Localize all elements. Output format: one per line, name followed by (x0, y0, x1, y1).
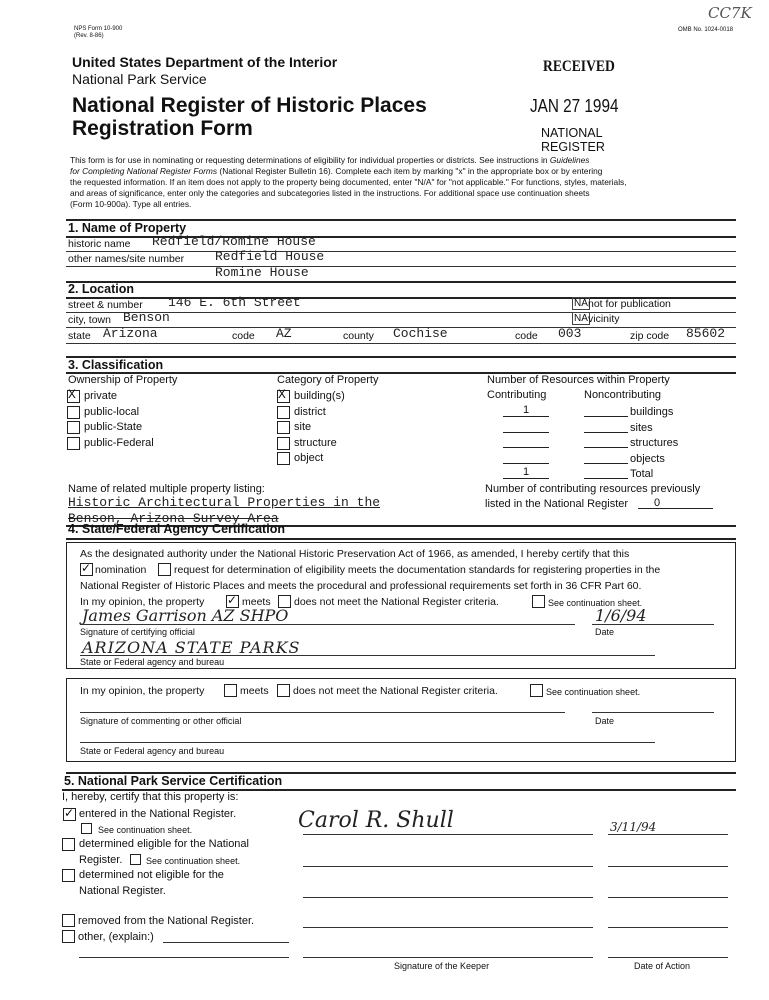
certification-statement-cont: National Register of Historic Places and meets the procedural and professional requirements set forth in 36 CFR Part 60. (80, 580, 642, 592)
state-code-field[interactable]: AZ (276, 326, 292, 341)
corner-handwritten-note: CC7K (708, 4, 752, 22)
comment-meets-label: meets (240, 685, 269, 697)
signature-line (80, 624, 575, 625)
continuation-sheet-label: See continuation sheet. (548, 598, 643, 608)
continuation-sheet-checkbox[interactable] (532, 595, 545, 608)
comment-continuation-label: See continuation sheet. (546, 687, 641, 697)
previously-listed-label-1: Number of contributing resources previously (485, 483, 701, 495)
instructions-paragraph (70, 155, 740, 210)
noncontributing-buildings-field[interactable] (584, 404, 628, 417)
removed-checkbox[interactable] (62, 914, 75, 927)
section5-title: 5. National Park Service Certification (64, 774, 283, 788)
keeper-date-line-5 (608, 957, 728, 958)
county-field[interactable]: Cochise (393, 326, 448, 341)
vicinity-box[interactable]: NA (574, 313, 588, 324)
noncontributing-objects-field[interactable] (584, 451, 628, 464)
agency-line (80, 655, 655, 656)
contributing-heading: Contributing (487, 389, 547, 401)
ownership-option-label: public-State (84, 421, 143, 433)
resource-row-label: structures (630, 437, 679, 449)
related-listing-label: Name of related multiple property listing: (68, 483, 265, 495)
form-revision: (Rev. 8-86) (74, 33, 104, 39)
form-title-line1: National Register of Historic Places (72, 94, 427, 117)
category-checkbox-building-s[interactable] (277, 387, 290, 403)
resource-row-label: Total (630, 468, 654, 480)
not-for-publication-label: not for publication (588, 298, 671, 310)
keeper-date-line-3 (608, 897, 728, 898)
state-field[interactable]: Arizona (103, 326, 158, 341)
category-option-label: district (294, 405, 326, 418)
comment-opinion-prefix: In my opinion, the property (80, 685, 205, 697)
ownership-heading: Ownership of Property (68, 374, 178, 386)
city-label: city, town (68, 314, 111, 326)
does-not-meet-label: does not meet the National Register criteria. (294, 596, 499, 608)
entered-continuation-label: See continuation sheet. (98, 825, 193, 835)
comment-does-not-meet-checkbox[interactable] (277, 684, 290, 697)
keeper-line-2 (303, 866, 593, 867)
divider (66, 281, 736, 283)
category-option-label: object (294, 452, 324, 464)
ownership-checkbox-public-local[interactable] (67, 406, 80, 419)
other-explain-line-2 (79, 957, 289, 958)
checkmark-icon: ✓ (227, 593, 238, 607)
entered-label: entered in the National Register. (79, 808, 237, 820)
keeper-line-3 (303, 897, 593, 898)
other-names-field-1[interactable]: Redfield House (215, 249, 325, 264)
entered-checkbox[interactable] (63, 808, 76, 821)
comment-date-line (592, 712, 714, 713)
divider (66, 266, 736, 267)
comment-continuation-checkbox[interactable] (530, 684, 543, 697)
determined-not-eligible-label-2: National Register. (79, 885, 166, 897)
signature-label: Signature of certifying official (80, 627, 195, 637)
x-mark-icon: X (278, 387, 286, 402)
instructions-text: This form is for use in nominating or requesting determinations of eligibility for individual properties or districts. See instructions in (70, 155, 550, 165)
determined-not-eligible-label: determined not eligible for the (79, 869, 224, 881)
opinion-prefix: In my opinion, the property (80, 596, 205, 608)
contributing-objects-field[interactable] (503, 451, 549, 464)
instructions-text: (National Register Bulletin 16). Complete each item by marking "x" in the appropriate box or by entering (217, 166, 603, 176)
category-option-label: structure (294, 436, 337, 449)
vicinity-label: vicinity (588, 313, 620, 325)
section4-title: 4. State/Federal Agency Certification (68, 522, 285, 536)
previously-listed-field[interactable]: 0 (638, 497, 713, 509)
agency-handwritten: ARIZONA STATE PARKS (82, 638, 301, 657)
form-title-line2: Registration Form (72, 117, 253, 140)
resource-row-label: objects (630, 452, 665, 465)
section3-title: 3. Classification (68, 358, 164, 372)
comment-agency-line (80, 742, 655, 743)
contributing-total-field[interactable]: 1 (503, 466, 549, 479)
historic-name-field[interactable]: Redfield/Romine House (152, 234, 316, 249)
determined-eligible-label: determined eligible for the National (79, 838, 249, 850)
comment-signature-line (80, 712, 565, 713)
date-label: Date (595, 627, 615, 637)
certification-date: 1/6/94 (595, 606, 647, 625)
comment-does-not-meet-label: does not meet the National Register criteria. (293, 685, 498, 697)
county-label: county (343, 330, 374, 342)
eligible-continuation-label: See continuation sheet. (146, 856, 241, 866)
date-of-action-label: Date of Action (634, 961, 691, 971)
related-listing-line2[interactable]: Benson, Arizona Survey Area (68, 511, 279, 526)
instructions-text: and areas of significance, enter only the categories and subcategories listed in the instructions. For additional space use continuation sheets (70, 188, 590, 198)
category-option-label: site (294, 421, 312, 433)
nomination-checkbox[interactable] (80, 563, 93, 576)
omb-number: OMB No. 1024-0018 (678, 27, 734, 33)
instructions-text: (Form 10-900a). Type all entries. (70, 199, 192, 209)
form-number: NPS Form 10-900 (74, 26, 123, 32)
divider (66, 356, 736, 358)
historic-name-label: historic name (68, 238, 131, 250)
instructions-forms-ref: for Completing National Register Forms (70, 166, 218, 176)
category-option-label: building(s) (294, 390, 345, 402)
section1-title: 1. Name of Property (68, 221, 187, 235)
state-code-label: code (232, 330, 255, 342)
zip-label: zip code (630, 330, 670, 342)
stamp-date: JAN 27 1994 (530, 96, 619, 116)
ownership-checkbox-public-federal[interactable] (67, 437, 80, 450)
section2-title: 2. Location (68, 282, 134, 296)
divider (66, 538, 736, 540)
stamp-national: NATIONAL (541, 126, 603, 140)
street-field[interactable]: 146 E. 6th Street (168, 295, 301, 310)
county-code-field[interactable]: 003 (558, 326, 582, 341)
nps-certify-intro: I, hereby, certify that this property is: (62, 791, 239, 803)
determined-not-eligible-checkbox[interactable] (62, 869, 75, 882)
other-checkbox[interactable] (62, 930, 75, 943)
category-checkbox-district[interactable] (277, 406, 290, 419)
eligible-continuation-checkbox[interactable] (130, 854, 141, 865)
department-name: United States Department of the Interior (72, 54, 338, 70)
noncontributing-sites-field[interactable] (584, 420, 628, 433)
noncontributing-structures-field[interactable] (584, 435, 628, 448)
category-heading: Category of Property (277, 374, 379, 386)
stamp-register: REGISTER (541, 140, 605, 154)
keeper-signature: Carol R. Shull (298, 808, 454, 833)
keeper-date: 3/11/94 (610, 820, 657, 834)
comment-meets-checkbox[interactable] (224, 684, 237, 697)
street-label: street & number (68, 299, 143, 311)
resource-row-label: buildings (630, 406, 674, 418)
keeper-date-line-2 (608, 866, 728, 867)
contributing-sites-field[interactable] (503, 420, 549, 433)
comment-agency-label: State or Federal agency and bureau (80, 746, 225, 756)
keeper-signature-line (303, 834, 593, 835)
entered-continuation-checkbox[interactable] (81, 823, 92, 834)
category-checkbox-site[interactable] (277, 421, 290, 434)
service-name: National Park Service (72, 71, 207, 87)
other-explain-line (163, 942, 289, 943)
other-names-field-2[interactable]: Romine House (215, 265, 309, 280)
checkmark-icon: ✓ (81, 561, 92, 575)
request-eligibility-label: request for determination of eligibility meets the documentation standards for registering properties in the (174, 564, 661, 576)
not-for-publication-box[interactable]: NA (574, 298, 588, 309)
certifying-official-signature: James Garrison AZ SHPO (82, 606, 289, 625)
agency-label: State or Federal agency and bureau (80, 657, 225, 667)
comment-signature-label: Signature of commenting or other official (80, 716, 242, 726)
determined-eligible-checkbox[interactable] (62, 838, 75, 851)
related-listing-line1[interactable]: Historic Architectural Properties in the (68, 495, 381, 510)
resource-row-label: sites (630, 421, 653, 434)
keeper-signature-label: Signature of the Keeper (394, 961, 490, 971)
instructions-guidelines-ref: Guidelines (549, 155, 590, 165)
resources-heading: Number of Resources within Property (487, 374, 670, 386)
divider (66, 251, 736, 252)
contributing-structures-field[interactable] (503, 435, 549, 448)
other-label: other, (explain:) (78, 931, 154, 943)
date-line (592, 624, 714, 625)
previously-listed-label-2: listed in the National Register (485, 498, 629, 510)
category-checkbox-structure[interactable] (277, 437, 290, 450)
ownership-checkbox-private[interactable] (67, 387, 80, 403)
zip-field[interactable]: 85602 (686, 326, 726, 341)
divider (66, 343, 736, 344)
x-mark-icon: X (68, 387, 76, 402)
comment-date-label: Date (595, 716, 615, 726)
checkmark-icon: ✓ (64, 806, 75, 820)
keeper-line-4 (303, 927, 593, 928)
ownership-option-label: private (84, 390, 118, 402)
removed-label: removed from the National Register. (78, 915, 255, 927)
other-names-label: other names/site number (68, 253, 185, 265)
meets-label: meets (242, 596, 271, 608)
nomination-label: nomination (95, 564, 147, 576)
state-label: state (68, 330, 91, 342)
keeper-line-5 (303, 957, 593, 958)
noncontributing-total-field[interactable] (584, 466, 628, 479)
category-checkbox-object[interactable] (277, 452, 290, 465)
city-field[interactable]: Benson (123, 310, 170, 325)
noncontributing-heading: Noncontributing (584, 389, 662, 401)
county-code-label: code (515, 330, 538, 342)
keeper-date-line (608, 834, 728, 835)
contributing-buildings-field[interactable]: 1 (503, 404, 549, 417)
ownership-checkbox-public-state[interactable] (67, 421, 80, 434)
determined-eligible-label-2: Register. (79, 854, 123, 866)
instructions-text: the requested information. If an item does not apply to the property being documented, enter "N/A" for "not applicable." For functions, styles, materials, (70, 177, 627, 187)
certification-statement: As the designated authority under the National Historic Preservation Act of 1966, as amended, I hereby certify that this (80, 548, 630, 560)
request-eligibility-checkbox[interactable] (158, 563, 171, 576)
stamp-received: RECEIVED (543, 58, 615, 75)
ownership-option-label: public-Federal (84, 436, 154, 449)
keeper-date-line-4 (608, 927, 728, 928)
ownership-option-label: public-local (84, 405, 140, 418)
